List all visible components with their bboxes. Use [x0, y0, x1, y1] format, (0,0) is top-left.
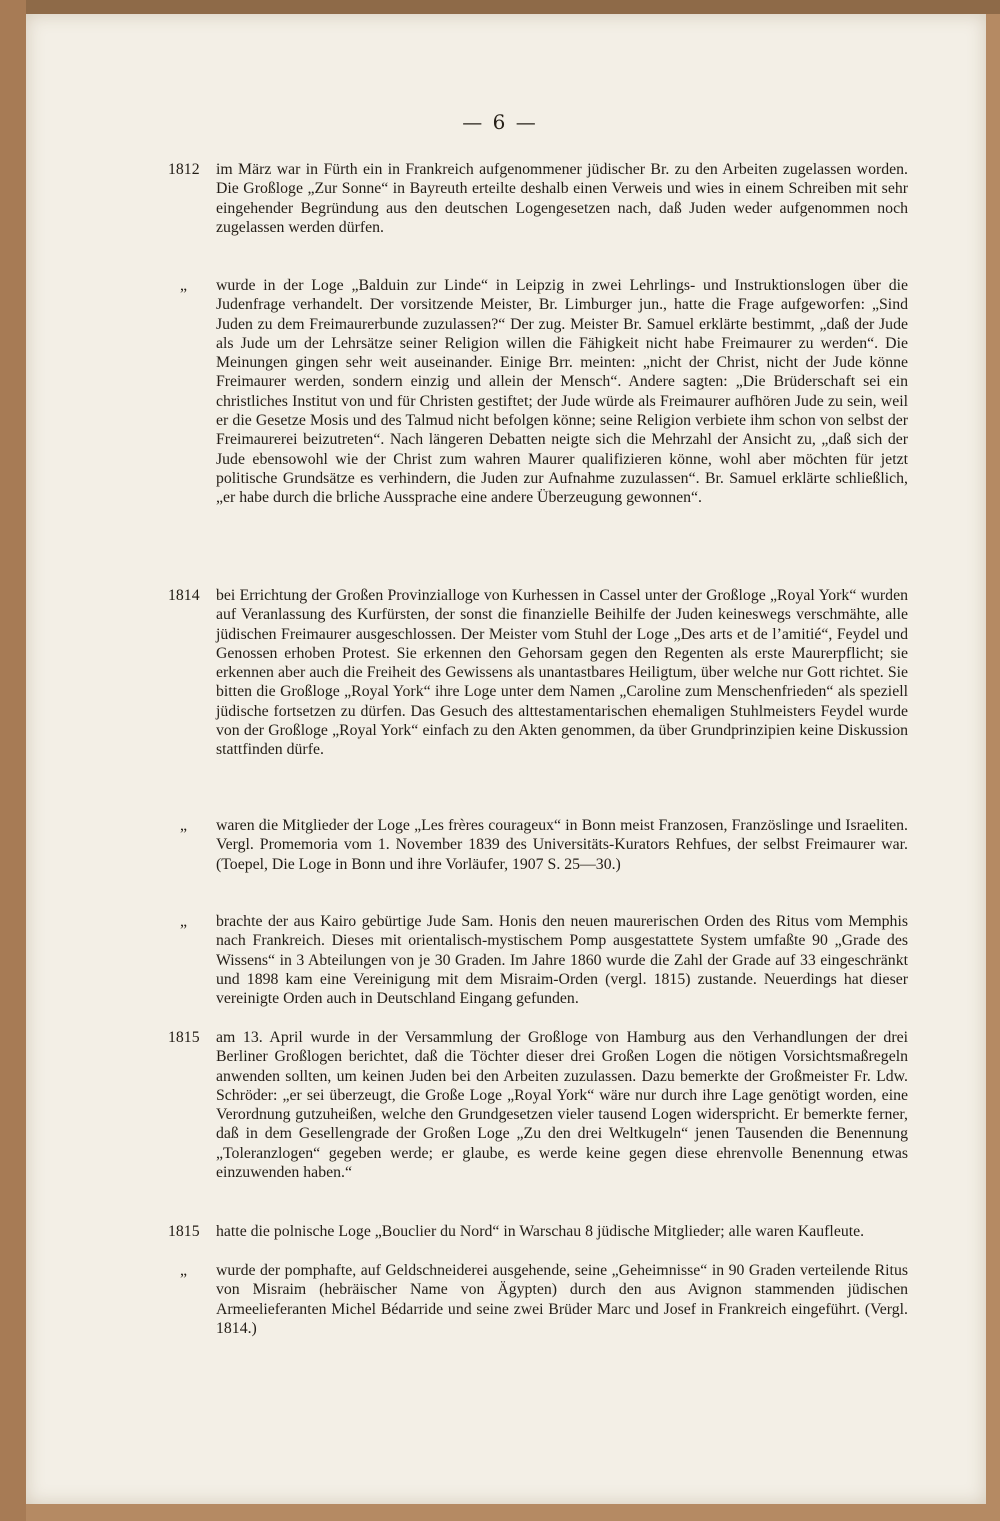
entry-text: bei Errichtung der Großen Provinzialloge von Kurhessen in Cassel unter der Großloge „Royal York“ wurden auf Veranlassung des Kurfürsten, der sonst die finanzielle Beihilfe der Juden keineswegs verschmähte, alle jüdischen Freimaurer ausgeschlossen. Der Meister vom Stuhl der Loge „Des arts et de l’amitié“, Feydel und Genossen erhoben Protest. Sie erkennen den Gehorsam gegen den Regenten als erste Maurerpflicht; sie erkennen aber auch die Freiheit des Gewissens als unantastbares Heiligtum, über welche nur Gott richtet. Sie bitten die Großloge „Royal York“ ihre Loge unter dem Namen „Caroline zum Menschenfrieden“ als speziell jüdische fortsetzen zu dürfen. Das Gesuch des alttestamentarischen ehemaligen Stuhlmeisters Feydel wurde von der Großloge „Royal York“ einfach zu den Akten genommen, da über Grundprinzipien keine Diskussion stattfinden dürfe.	[216, 587, 908, 759]
chronicle-entry	[168, 160, 908, 276]
entry-text: hatte die polnische Loge „Bouclier du Nord“ in Warschau 8 jüdische Mitglieder; alle waren Kaufleute.	[216, 1223, 865, 1240]
entry-text: im März war in Fürth ein in Frankreich aufgenommener jüdischer Br. zu den Arbeiten zugelassen worden. Die Großloge „Zur Sonne“ in Bayreuth erteilte deshalb einen Verweis und wies in einem Schreiben mit sehr eingehender Begründung aus den deutschen Logengesetzen nach, daß Juden weder aufgenommen noch zugelassen werden dürfen.	[216, 161, 908, 236]
ditto-mark: „	[180, 817, 188, 834]
entry-year: 1812	[168, 161, 200, 178]
scan-binding-edge	[0, 0, 26, 1521]
entry-year: 1815	[168, 1223, 200, 1240]
entry-text: wurde der pomphafte, auf Geldschneiderei ausgehende, seine „Geheimnisse“ in 90 Graden verteilende Ritus von Misraim (hebräischer Name von Ägypten) durch den aus Avignon stammenden jüdischen Armeelieferanten Michel Bédarride und seine zwei Brüder Marc und Josef in Frankreich eingeführt. (Vergl. 1814.)	[216, 1262, 908, 1337]
chronicle-entry	[168, 1028, 908, 1222]
chronicle-entry	[168, 912, 908, 1028]
entry-text: waren die Mitglieder der Loge „Les frères courageux“ in Bonn meist Franzosen, Französlinge und Israeliten. Vergl. Promemoria vom 1. November 1839 des Universitäts-Kurators Rehfues, der selbst Freimaurer war. (Toepel, Die Loge in Bonn und ihre Vorläufer, 1907 S. 25—30.)	[216, 817, 908, 873]
entry-year: 1814	[168, 587, 200, 604]
ditto-mark: „	[180, 913, 188, 930]
ditto-mark: „	[180, 277, 188, 294]
entry-text: wurde in der Loge „Balduin zur Linde“ in Leipzig in zwei Lehrlings- und Instruktionslogen über die Judenfrage verhandelt. Der vorsitzende Meister, Br. Limburger jun., hatte die Frage aufgeworfen: „Sind Juden zu dem Freimaurerbunde zuzulassen?“ Der zug. Meister Br. Samuel erklärte bestimmt, „daß der Jude als Jude um der Lehrsätze seiner Religion willen die Fähigkeit nicht habe Freimaurer zu werden“. Die Meinungen gingen sehr weit auseinander. Einige Brr. meinten: „nicht der Christ, nicht der Jude könne Freimaurer werden, sondern einzig und allein der Mensch“. Andere sagten: „Die Brüderschaft sei ein christliches Institut von und für Christen gestiftet; der Jude würde als Freimaurer aufhören Jude zu sein, weil er die Gesetze Mosis und des Talmud nicht befolgen könne; seine Religion verbiete ihm schon von selbst der Freimaurerei beizutreten“. Nach längeren Debatten neigte sich die Mehrzahl der Ansicht zu, „daß sich der Jude ebensowohl wie der Christ zum wahren Maurer qualifizieren könne, wohl aber möchten für jetzt politische Grundsätze es verhindern, die Juden zur Aufnahme zuzulassen“. Br. Samuel erklärte schließlich, „er habe durch die brliche Aussprache eine andere Überzeugung gewonnen“.	[216, 277, 908, 507]
chronicle-entry	[168, 816, 908, 912]
ditto-mark: „	[180, 1262, 188, 1279]
entry-text: brachte der aus Kairo gebürtige Jude Sam. Honis den neuen maurerischen Orden des Ritus vom Memphis nach Frankreich. Dieses mit orientalisch-mystischem Pomp ausgestattete System umfaßte 90 „Grade des Wissens“ in 3 Abteilungen von je 30 Graden. Im Jahre 1860 wurde die Zahl der Grade auf 33 eingeschränkt und 1898 kam eine Vereinigung mit dem Misraim-Orden (vergl. 1815) zustande. Neuerdings hat dieser vereinigte Orden auch in Deutschland Eingang gefunden.	[216, 913, 908, 1008]
document-body	[168, 160, 908, 1339]
chronicle-entry	[168, 586, 908, 816]
chronicle-entry	[168, 1222, 908, 1261]
entry-year: 1815	[168, 1029, 200, 1046]
chronicle-entry	[168, 276, 908, 586]
scan-top-edge	[0, 0, 1000, 14]
chronicle-entry	[168, 1261, 908, 1339]
page-number: — 6 —	[462, 110, 538, 134]
entry-text: am 13. April wurde in der Versammlung der Großloge von Hamburg aus den Verhandlungen der drei Berliner Großlogen berichtet, daß die Töchter dieser drei Großen Logen die nötigen Vorsichtsmaßregeln anwenden sollten, um keinen Juden bei den Arbeiten zuzulassen. Dazu bemerkte der Großmeister Fr. Ldw. Schröder: „er sei überzeugt, die Große Loge „Royal York“ wäre nur durch ihre Lage genötigt worden, eine Verordnung gutzuheißen, welche den Grundgesetzen vieler tausend Logen widerspricht. Er bemerkte ferner, daß in dem Gesellengrade der Großen Loge „Zu den drei Weltkugeln“ jenen Tausenden die Benennung „Toleranzlogen“ gegeben werde; er glaube, es werde keine gegen diese ehrenvolle Benennung etwas einzuwenden haben.“	[216, 1029, 908, 1182]
